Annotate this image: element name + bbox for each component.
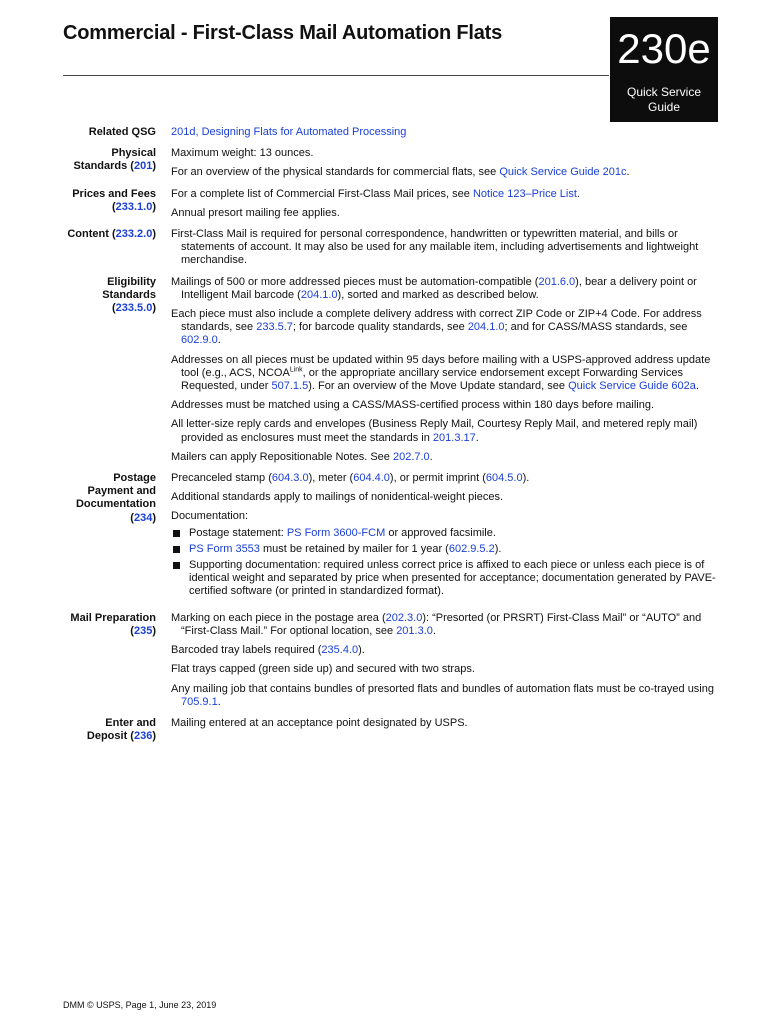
deposit-link[interactable]: 236 bbox=[133, 730, 153, 743]
paragraph: Maximum weight: 13 ounces. bbox=[171, 147, 314, 160]
list-item bbox=[171, 527, 720, 540]
page-title: Commercial - First-Class Mail Automation Flats bbox=[63, 22, 503, 44]
paragraph bbox=[171, 188, 720, 201]
paragraph: Additional standards apply to mailings of nonidentical-weight pieces. bbox=[171, 491, 504, 504]
label-line: Prices and Fees bbox=[72, 187, 156, 200]
paragraph bbox=[171, 308, 720, 348]
text: . bbox=[475, 431, 479, 444]
paragraph bbox=[171, 276, 720, 302]
ref-link[interactable]: 604.3.0 bbox=[271, 472, 309, 485]
text: ). For an overview of the Move Update standard, see bbox=[308, 380, 569, 393]
section-label bbox=[60, 612, 156, 709]
label-line bbox=[60, 512, 156, 525]
guide-badge bbox=[610, 17, 718, 122]
title-divider bbox=[63, 75, 609, 76]
section-label bbox=[60, 188, 156, 220]
label-text: ( bbox=[130, 624, 134, 637]
label-text: ) bbox=[152, 302, 156, 315]
preparation-link[interactable]: 235 bbox=[133, 624, 153, 637]
label-text: ( bbox=[130, 511, 134, 524]
text: ). bbox=[358, 644, 365, 657]
label-line: Mail Preparation bbox=[70, 611, 156, 624]
text: ), or permit imprint ( bbox=[389, 472, 486, 485]
label-line bbox=[60, 201, 156, 214]
text: . bbox=[429, 450, 433, 463]
text: Postage statement: bbox=[189, 526, 287, 539]
ps-form-3553-link[interactable]: PS Form 3553 bbox=[189, 542, 260, 555]
label-line bbox=[60, 625, 156, 638]
text: . bbox=[626, 166, 630, 179]
text: ): “Presorted (or PRSRT) First-Class Mail” or “AUTO” and “First-Class Mail.” For optional location, see bbox=[181, 611, 702, 637]
page-footer: DMM © USPS, Page 1, June 23, 2019 bbox=[63, 1000, 217, 1010]
paragraph bbox=[171, 354, 720, 394]
ref-link[interactable]: 507.1.5 bbox=[271, 380, 309, 393]
section-postage-payment bbox=[60, 472, 720, 602]
text: For an overview of the physical standards for commercial flats, see bbox=[171, 166, 500, 179]
section-content bbox=[60, 228, 720, 268]
label-line: Eligibility bbox=[107, 275, 156, 288]
label-line bbox=[60, 730, 156, 743]
text: . bbox=[217, 334, 221, 347]
text: , or the appropriate ancillary service endorsement except Forwarding Services Requested, under bbox=[181, 366, 683, 393]
section-label bbox=[60, 228, 156, 268]
ref-link[interactable]: 602.9.5.2 bbox=[448, 542, 495, 555]
section-label bbox=[60, 276, 156, 464]
label-line: Payment and bbox=[87, 485, 156, 498]
label-text: ) bbox=[152, 200, 156, 213]
physical-standards-link[interactable]: 201 bbox=[133, 160, 153, 173]
label-text: ( bbox=[111, 200, 116, 213]
text: Supporting documentation: required unless correct price is affixed to each piece or unless each piece is of identical weight and separated by price when presented for acceptance; documentation generated by PAVE-certified software (or printed in standardized format). bbox=[189, 559, 716, 598]
ref-link[interactable]: 705.9.1 bbox=[181, 695, 218, 708]
section-prices-and-fees bbox=[60, 188, 720, 220]
guide-subtitle-line-1: Quick Service bbox=[626, 85, 702, 99]
text: Mailers can apply Repositionable Notes. See bbox=[171, 450, 393, 463]
section-enter-and-deposit bbox=[60, 717, 720, 743]
text: ), bear a delivery point or Intelligent Mail barcode ( bbox=[181, 275, 697, 301]
ref-link[interactable]: 202.3.0 bbox=[385, 611, 423, 624]
label-text: Content ( bbox=[67, 228, 116, 241]
ref-link[interactable]: 233.5.7 bbox=[256, 321, 293, 334]
text: Addresses on all pieces must be updated within 95 days before mailing with a USPS-approved address update tool (e.g., ACS, NCOA bbox=[171, 353, 711, 379]
paragraph: Mailing entered at an acceptance point designated by USPS. bbox=[171, 716, 468, 729]
postage-link[interactable]: 234 bbox=[133, 511, 153, 524]
text: . bbox=[432, 624, 436, 637]
paragraph bbox=[171, 451, 720, 464]
qsg-201c-link[interactable]: Quick Service Guide 201c bbox=[499, 166, 627, 179]
text: Each piece must also include a complete delivery address with correct ZIP Code or ZIP+4 Code. For address standards, see bbox=[171, 308, 702, 334]
prices-link[interactable]: 233.1.0 bbox=[115, 200, 153, 213]
guide-subtitle-line-2: Guide bbox=[647, 100, 681, 114]
label-text: ) bbox=[152, 730, 156, 743]
ref-link[interactable]: 204.1.0 bbox=[300, 288, 338, 301]
section-eligibility-standards bbox=[60, 276, 720, 464]
text: ; for barcode quality standards, see bbox=[292, 321, 468, 334]
label-text: ) bbox=[152, 511, 156, 524]
ref-link[interactable]: 604.4.0 bbox=[353, 472, 390, 485]
ref-link[interactable]: 202.7.0 bbox=[392, 450, 430, 463]
text: ). bbox=[494, 542, 502, 555]
notice-123-link[interactable]: Notice 123–Price List bbox=[472, 187, 577, 200]
ref-link[interactable]: 604.5.0 bbox=[485, 472, 523, 485]
label-line: Postage bbox=[113, 472, 156, 485]
ref-link[interactable]: 235.4.0 bbox=[321, 644, 359, 657]
documentation-list bbox=[171, 527, 720, 599]
related-qsg-link[interactable]: 201d, Designing Flats for Automated Processing bbox=[171, 126, 407, 138]
text: ; and for CASS/MASS standards, see bbox=[504, 321, 688, 334]
label-text: ( bbox=[111, 302, 116, 315]
text: Barcoded tray labels required ( bbox=[171, 644, 322, 657]
label-line bbox=[60, 228, 156, 241]
paragraph bbox=[171, 683, 720, 709]
list-item bbox=[171, 559, 720, 599]
guide-number: 230e bbox=[617, 25, 711, 72]
label-line bbox=[60, 302, 156, 315]
paragraph bbox=[171, 644, 720, 657]
paragraph bbox=[171, 418, 720, 444]
ref-link[interactable]: 201.3.0 bbox=[396, 624, 433, 637]
section-related-qsg bbox=[60, 126, 720, 139]
paragraph bbox=[171, 472, 720, 485]
text: All letter-size reply cards and envelopes (Business Reply Mail, Courtesy Reply Mail, and metered reply mail) provided as enclosures must meet the standards in bbox=[171, 418, 698, 444]
paragraph: First-Class Mail is required for personal correspondence, handwritten or typewritten material, and bills or statements of account. It may also be used for any mailable item, including advertisements and lightweight merchandise. bbox=[171, 228, 699, 267]
bullet-square-icon bbox=[173, 562, 180, 569]
content-link[interactable]: 233.2.0 bbox=[115, 228, 153, 241]
section-label bbox=[60, 717, 156, 743]
bullet-square-icon bbox=[173, 530, 180, 537]
ps-form-3600-link[interactable]: PS Form 3600-FCM bbox=[286, 526, 386, 539]
label-text: Standards ( bbox=[73, 160, 134, 173]
label-text: Deposit ( bbox=[86, 730, 134, 743]
paragraph: Flat trays capped (green side up) and secured with two straps. bbox=[171, 663, 475, 676]
label-line: Standards bbox=[102, 288, 156, 301]
label-text: ) bbox=[152, 160, 156, 173]
section-label bbox=[60, 472, 156, 602]
text: ), meter ( bbox=[308, 472, 354, 485]
eligibility-link[interactable]: 233.5.0 bbox=[115, 302, 153, 315]
text: ). bbox=[522, 472, 530, 485]
paragraph: Addresses must be matched using a CASS/MASS-certified process within 180 days before mailing. bbox=[171, 399, 655, 412]
list-item bbox=[171, 543, 720, 556]
text: . bbox=[576, 187, 580, 200]
paragraph bbox=[171, 612, 720, 638]
text: . bbox=[695, 380, 699, 393]
superscript: Link bbox=[289, 366, 303, 374]
paragraph: Annual presort mailing fee applies. bbox=[171, 206, 340, 219]
guide-subtitle bbox=[610, 85, 718, 115]
bullet-square-icon bbox=[173, 546, 180, 553]
label-text: ) bbox=[152, 624, 156, 637]
paragraph: Documentation: bbox=[171, 510, 249, 523]
ref-link[interactable]: 204.1.0 bbox=[467, 321, 505, 334]
label-text: ) bbox=[152, 228, 156, 241]
text: Precanceled stamp ( bbox=[171, 472, 272, 485]
label-line: Documentation bbox=[75, 498, 156, 511]
text: Mailings of 500 or more addressed pieces must be automation-compatible ( bbox=[171, 275, 539, 288]
section-label bbox=[60, 147, 156, 179]
label-line: Enter and bbox=[105, 716, 156, 729]
text: must be retained by mailer for 1 year ( bbox=[259, 542, 449, 555]
section-label: Related QSG bbox=[88, 126, 156, 138]
text: Any mailing job that contains bundles of presorted flats and bundles of automation flats must be co-trayed using bbox=[171, 682, 714, 695]
text: Marking on each piece in the postage area ( bbox=[171, 611, 386, 624]
ref-link[interactable]: 201.6.0 bbox=[538, 275, 576, 288]
qsg-602a-link[interactable]: Quick Service Guide 602a bbox=[568, 380, 696, 393]
text: For a complete list of Commercial First-Class Mail prices, see bbox=[171, 187, 473, 200]
text: ), sorted and marked as described below. bbox=[337, 288, 539, 301]
ref-link[interactable]: 602.9.0 bbox=[181, 334, 218, 347]
section-mail-preparation bbox=[60, 612, 720, 709]
text: or approved facsimile. bbox=[385, 526, 496, 539]
guide-content bbox=[60, 126, 720, 751]
text: . bbox=[217, 695, 221, 708]
label-line bbox=[60, 160, 156, 173]
label-line: Physical bbox=[111, 147, 156, 160]
paragraph bbox=[171, 166, 720, 179]
section-physical-standards bbox=[60, 147, 720, 179]
ref-link[interactable]: 201.3.17 bbox=[432, 431, 476, 444]
